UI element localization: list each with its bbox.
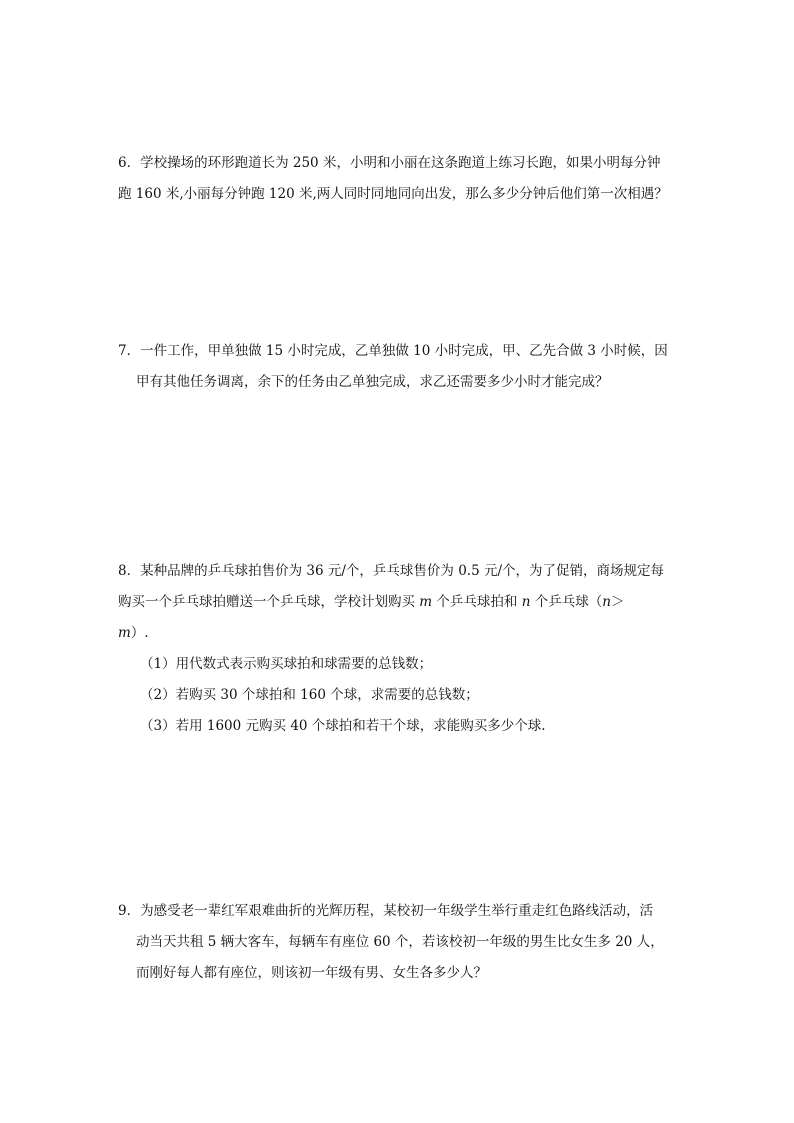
problem-8-line-3-tail: ）. xyxy=(130,625,149,641)
problem-7-line-1: 7．一件工作，甲单独做 15 小时完成，乙单独做 10 小时完成，甲、乙先合做 3 小时候，因 xyxy=(118,343,668,359)
problem-8-line-1: 8．某种品牌的乒乓球拍售价为 36 元/个，乒乓球售价为 0.5 元/个，为了促销，商场规定每 xyxy=(118,563,664,579)
problem-8-sub-3: （3）若用 1600 元购买 40 个球拍和若干个球，求能购买多少个球. xyxy=(140,718,546,734)
problem-6-line-1: 6．学校操场的环形跑道长为 250 米，小明和小丽在这条跑道上练习长跑，如果小明每分钟 xyxy=(118,155,661,171)
problem-9-line-1: 9．为感受老一辈红军艰难曲折的光辉历程，某校初一年级学生举行重走红色路线活动，活 xyxy=(118,903,654,919)
variable-n: n xyxy=(521,594,531,610)
variable-m-compare: m xyxy=(118,625,131,641)
problem-7-line-2: 甲有其他任务调离，余下的任务由乙单独完成，求乙还需要多少小时才能完成？ xyxy=(136,374,609,390)
problem-9-line-3: 而刚好每人都有座位，则该初一年级有男、女生各多少人？ xyxy=(136,965,487,981)
problem-8-text-c: 个乒乓球（ xyxy=(530,594,603,610)
problem-8-text-a: 购买一个乒乓球拍赠送一个乒乓球，学校计划购买 xyxy=(118,594,420,610)
problem-8-sub-1: （1）用代数式表示购买球拍和球需要的总钱数； xyxy=(140,656,433,672)
variable-m: m xyxy=(419,594,433,610)
problem-9-line-2: 动当天共租 5 辆大客车，每辆车有座位 60 个，若该校初一年级的男生比女生多 20 人， xyxy=(136,934,664,950)
greater-than-sign: ＞ xyxy=(610,594,625,610)
problem-7 xyxy=(118,336,688,398)
problem-6-line-2: 跑 160 米,小丽每分钟跑 120 米,两人同时同地同向出发，那么多少分钟后他们第一次相遇？ xyxy=(118,186,668,202)
problem-8-sub-2: （2）若购买 30 个球拍和 160 个球，求需要的总钱数； xyxy=(140,687,479,703)
problem-8-text-b: 个乒乓球拍和 xyxy=(432,594,522,610)
problem-8 xyxy=(118,556,688,742)
problem-8-line-3 xyxy=(118,618,688,649)
problem-8-line-2 xyxy=(118,587,688,618)
problem-6 xyxy=(118,148,688,210)
problem-9 xyxy=(118,896,688,989)
variable-n-compare: n xyxy=(602,594,611,610)
